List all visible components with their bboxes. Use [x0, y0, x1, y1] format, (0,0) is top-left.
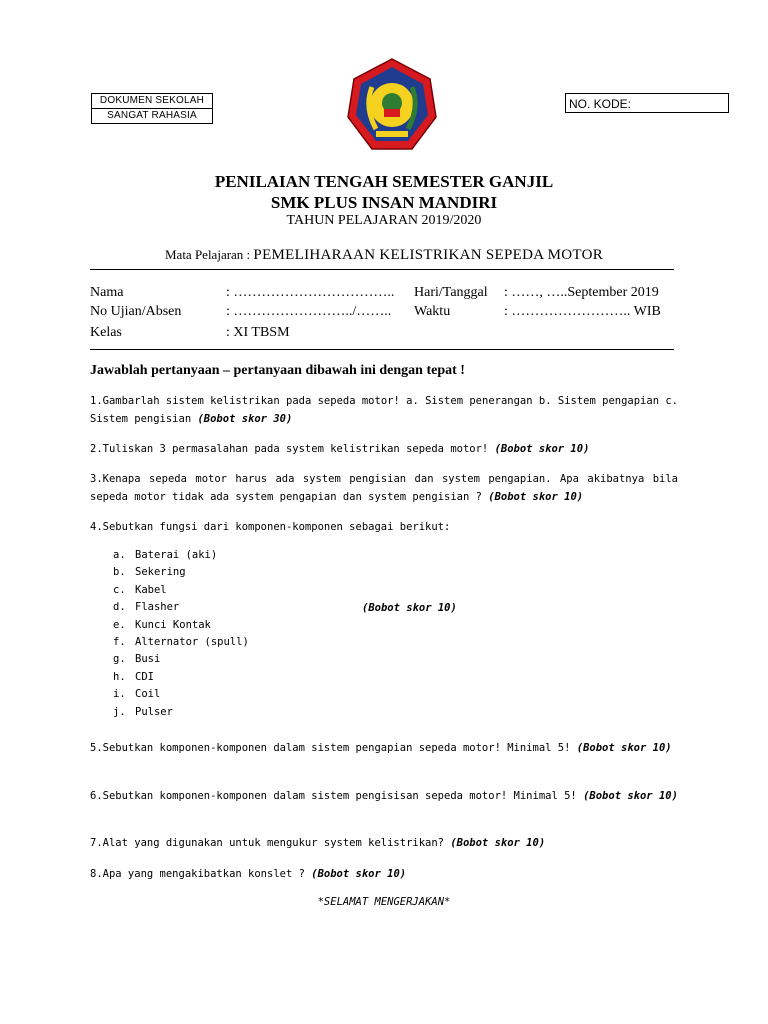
list-marker: i. — [113, 688, 126, 701]
question-text: 7.Alat yang digunakan untuk mengukur system kelistrikan? — [90, 837, 451, 849]
question-score: (Bobot skor 10) — [488, 491, 584, 503]
subject-value: PEMELIHARAAN KELISTRIKAN SEPEDA MOTOR — [253, 247, 604, 263]
question-text: 2.Tuliskan 3 permasalahan pada system kelistrikan sepeda motor! — [90, 443, 495, 455]
kelas-value: : XI TBSM — [226, 325, 290, 340]
school-emblem-icon — [346, 57, 438, 155]
instruction: Jawablah pertanyaan – pertanyaan dibawah ini dengan tepat ! — [90, 363, 465, 378]
school-name: SMK PLUS INSAN MANDIRI — [270, 193, 498, 212]
list-label: Flasher — [135, 601, 180, 614]
absen-label: No Ujian/Absen — [90, 304, 182, 319]
component-list — [113, 547, 249, 721]
subject-label: Mata Pelajaran : — [164, 247, 251, 262]
question-4-score: (Bobot skor 10) — [362, 602, 457, 614]
question-4 — [90, 518, 678, 536]
question-score: (Bobot skor 30) — [197, 413, 293, 425]
list-item — [113, 582, 249, 599]
list-label: Busi — [135, 653, 161, 666]
question-score: (Bobot skor 10) — [576, 742, 672, 754]
list-label: Coil — [135, 688, 161, 701]
question-text: 6.Sebutkan komponen-komponen dalam sistem pengisisan sepeda motor! Minimal 5! — [90, 790, 584, 802]
list-label: Pulser — [135, 705, 173, 718]
question-text: 4.Sebutkan fungsi dari komponen-komponen sebagai berikut: — [90, 521, 451, 533]
question-score: (Bobot skor 10) — [583, 790, 678, 802]
absen-value: : ……………………../…….. — [226, 304, 392, 319]
question-score: (Bobot skor 10) — [450, 837, 546, 849]
list-item — [113, 617, 249, 634]
list-label: Baterai (aki) — [135, 549, 218, 561]
list-item — [113, 547, 249, 564]
list-item — [113, 704, 249, 721]
list-label: CDI — [135, 670, 154, 683]
list-label: Alternator (spull) — [135, 635, 249, 648]
divider-top — [90, 269, 674, 270]
list-label: Kunci Kontak — [135, 618, 211, 631]
doc-label-school: DOKUMEN SEKOLAH — [91, 93, 213, 109]
question-8 — [90, 865, 678, 883]
question-text: 8.Apa yang mengakibatkan konslet ? — [90, 868, 312, 880]
waktu-value: : …………………….. WIB — [504, 304, 661, 319]
list-item — [113, 564, 249, 581]
list-label: Kabel — [135, 583, 167, 596]
question-score: (Bobot skor 10) — [311, 868, 407, 880]
question-3 — [90, 470, 678, 506]
kelas-label: Kelas — [90, 325, 122, 340]
list-label: Sekering — [135, 566, 186, 579]
divider-bottom — [90, 349, 674, 350]
list-marker: c. — [113, 583, 126, 596]
list-marker: e. — [113, 618, 126, 631]
list-item — [113, 651, 249, 668]
list-marker: d. — [113, 601, 126, 614]
document-classification-box — [91, 93, 213, 124]
doc-label-secret: SANGAT RAHASIA — [91, 109, 213, 124]
subject-line — [0, 247, 768, 264]
exam-title: PENILAIAN TENGAH SEMESTER GANJIL — [214, 172, 554, 191]
list-marker: h. — [113, 670, 126, 683]
question-score: (Bobot skor 10) — [494, 443, 590, 455]
list-marker: j. — [113, 705, 126, 718]
list-marker: b. — [113, 566, 126, 579]
question-2 — [90, 440, 678, 458]
question-7 — [90, 834, 678, 852]
hari-label: Hari/Tanggal — [414, 285, 488, 300]
question-5 — [90, 739, 678, 757]
hari-value: : ……, …..September 2019 — [504, 285, 659, 300]
list-marker: a. — [113, 549, 126, 561]
list-item — [113, 669, 249, 686]
kode-box: NO. KODE: — [565, 93, 729, 113]
academic-year: TAHUN PELAJARAN 2019/2020 — [286, 213, 482, 228]
question-6 — [90, 787, 678, 805]
nama-label: Nama — [90, 285, 124, 300]
nama-value: : …………………………….. — [226, 285, 395, 300]
question-1 — [90, 392, 678, 428]
list-item — [113, 599, 249, 616]
question-text: 1.Gambarlah sistem kelistrikan pada sepeda motor! a. Sistem penerangan b. Sistem pengapian c. Sistem pengisian — [90, 395, 678, 425]
closing-message: *SELAMAT MENGERJAKAN* — [317, 896, 451, 908]
waktu-label: Waktu — [414, 304, 451, 319]
question-text: 3.Kenapa sepeda motor harus ada system pengisian dan system pengapian. Apa akibatnya bila sepeda motor tidak ada system pengapian dan system pengisian ? — [90, 473, 678, 503]
list-marker: g. — [113, 653, 126, 666]
list-item — [113, 634, 249, 651]
list-marker: f. — [113, 635, 126, 648]
question-text: 5.Sebutkan komponen-komponen dalam sistem pengapian sepeda motor! Minimal 5! — [90, 742, 577, 754]
list-item — [113, 686, 249, 703]
